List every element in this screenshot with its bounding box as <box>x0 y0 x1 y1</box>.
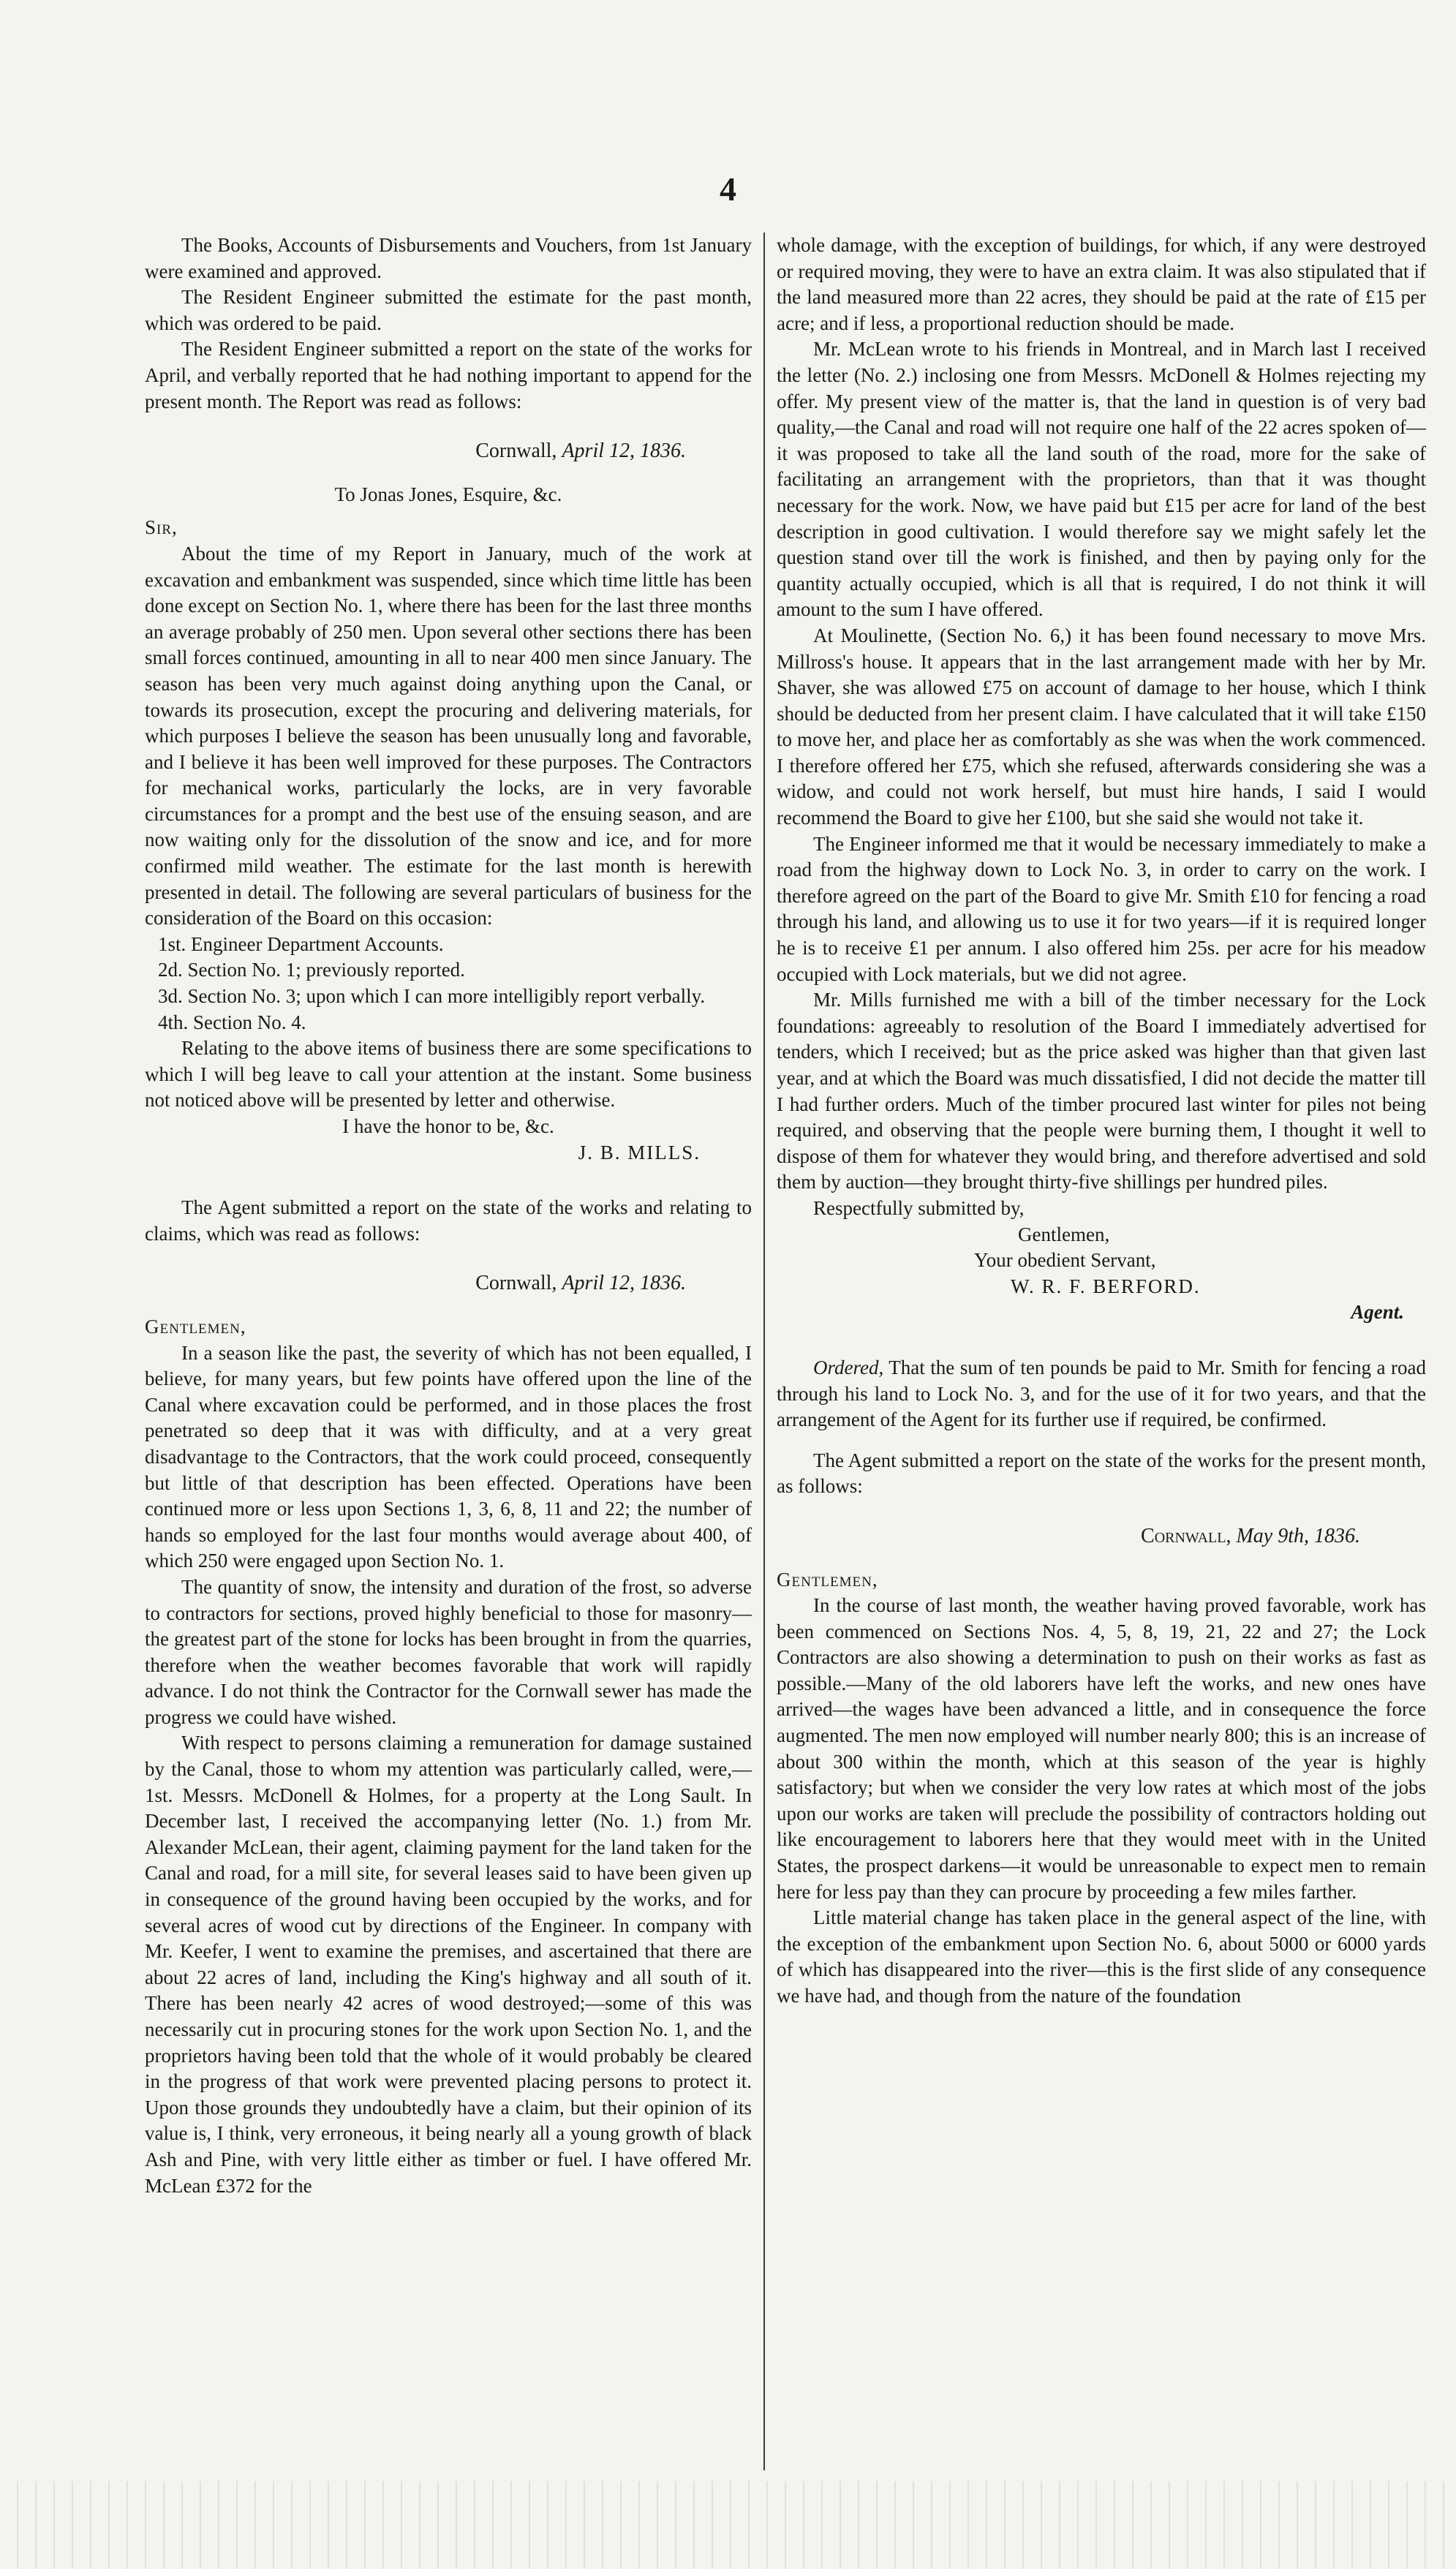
closing: Gentlemen, <box>1018 1223 1110 1245</box>
business-list <box>145 932 752 1035</box>
paragraph: The Engineer informed me that it would be necessary immediately to make a road from the highway down to Lock No. 3, in order to carry on the work. I therefore agreed on the part of the Board to give Mr. Smith £10 for fencing a road through his land, and allowing us to use it for two years—if it is required longer he is to receive £1 per annum. I also offered him 25s. per acre for his meadow occupied with Lock materials, but we did not agree. <box>777 832 1426 985</box>
paragraph: The Resident Engineer submitted a report on the state of the works for April, and verbally reported that he had nothing important to append for the present month. The Report was read as follows: <box>145 338 752 412</box>
paragraph: About the time of my Report in January, much of the work at excavation and embankment was suspended, since which time little has been done except on Section No. 1, where there has been for the last three months an average probably of 250 men. Upon several other sections there has been small forces continued, amounting in all to near 400 men since January. The season has been very much against doing anything upon the Canal, or towards its prosecution, except the procuring and delivering materials, for which purposes I believe the season has been unusually long and favorable, and I believe it has been well improved for these purposes. The Contractors for mechanical works, particularly the locks, are in very favorable circumstances for a prompt and the best use of the ensuing season, and are now waiting only for the dissolution of the snow and ice, and for more confirmed mild weather. The estimate for the last month is herewith presented in detail. The following are several particulars of business for the consideration of the Board on this occasion: <box>145 542 752 929</box>
print-noise <box>0 2481 1456 2569</box>
signature: J. B. MILLS. <box>578 1141 701 1163</box>
page-number: 4 <box>720 170 736 208</box>
dateline-place: Cornwall, <box>475 440 557 463</box>
dateline <box>145 438 752 464</box>
list-item: 3d. Section No. 3; upon which I can more intelligibly report verbally. <box>158 985 706 1008</box>
list-item: 4th. Section No. 4. <box>158 1011 306 1033</box>
salutation: Sir, <box>145 516 178 539</box>
ordered-word: Ordered, <box>813 1356 884 1378</box>
paragraph: Mr. Mills furnished me with a bill of the timber necessary for the Lock foundations: agreeably to resolution of the Board I immediately advertised for tenders, which I received; but as the price asked was higher than that given last year, and at which the Board was much dissatisfied, I did not decide the matter till I had further orders. Much of the timber procured last winter for piles not being required, and observing that the people were burning them, I thought it well to dispose of them for whatever they would bring, and therefore advertised and sold them by auction—they brought thirty-five shillings per hundred piles. <box>777 989 1426 1193</box>
paragraph: The Agent submitted a report on the state of the works and relating to claims, which was read as follows: <box>145 1196 752 1245</box>
closing: Your obedient Servant, <box>974 1249 1156 1272</box>
salutation: Gentlemen, <box>777 1568 878 1591</box>
ordered-text: That the sum of ten pounds be paid to Mr. Smith for fencing a road through his land to Lock No. 3, and for the use of it for two years, and that the arrangement of the Agent for its further use if required, be confirmed. <box>777 1356 1426 1431</box>
dateline <box>145 1270 752 1297</box>
signature: W. R. F. BERFORD. <box>1011 1275 1201 1297</box>
paragraph: In a season like the past, the severity of which has not been equalled, I believe, for many years, but few points have offered upon the line of the Canal where excavation could be performed, and in those places the frost penetrated so deep that it was with difficulty, and at a very great disadvantage to the Contractors, that the work could proceed, consequently but little of that description has been effected. Operations have been continued more or less upon Sections 1, 3, 6, 8, 11 and 22; the number of hands so employed for the last four months would average about 400, of which 250 were engaged upon Section No. 1. <box>145 1341 752 1572</box>
paragraph: The quantity of snow, the intensity and duration of the frost, so adverse to contractors for sections, proved highly beneficial to those for masonry—the greatest part of the stone for locks has been brought in from the quarries, therefore when the weather becomes favorable that work will rapidly advance. I do not think the Contractor for the Cornwall sewer has made the progress we could have wished. <box>145 1575 752 1728</box>
left-column <box>145 233 752 2199</box>
paragraph: The Resident Engineer submitted the estimate for the past month, which was ordered to be paid. <box>145 286 752 334</box>
dateline-place: Cornwall, <box>1141 1524 1231 1547</box>
dateline <box>777 1523 1426 1550</box>
dateline-date: April 12, 1836. <box>562 1272 686 1295</box>
ordered-resolution <box>777 1355 1426 1433</box>
list-item: 1st. Engineer Department Accounts. <box>158 932 444 955</box>
paragraph: With respect to persons claiming a remuneration for damage sustained by the Canal, those to whom my attention was particularly called, were,—1st. Messrs. McDonell & Holmes, for a property at the Long Sault. In December last, I received the accompanying letter (No. 1.) from Mr. Alexander McLean, their agent, claiming payment for the land taken for the Canal and road, for a mill site, for several leases said to have been given up in consequence of the ground having been occupied by the works, and for several acres of wood cut by directions of the Engineer. In company with Mr. Keefer, I went to examine the premises, and ascertained that there are about 22 acres of land, including the King's highway and all south of it. There has been nearly 42 acres of wood destroyed;—some of this was necessarily cut in procuring stones for the work upon Section No. 1, and the proprietors having been told that the whole of it would probably be cleared in the progress of that work were prevented placing persons to protect it. Upon those grounds they undoubtedly have a claim, but their opinion of its value is, I think, very erroneous, it being nearly all a young growth of black Ash and Pine, with very little either as timber or fuel. I have offered Mr. McLean £372 for the <box>145 1732 752 2197</box>
paragraph: Little material change has taken place in the general aspect of the line, with the exception of the embankment upon Section No. 6, about 5000 or 6000 yards of which has disappeared into the river—this is the first slide of any consequence we have had, and though from the nature of the foundation <box>777 1906 1426 2007</box>
dateline-place: Cornwall, <box>475 1272 557 1295</box>
signature-title: Agent. <box>1351 1301 1404 1324</box>
paragraph: The Books, Accounts of Disbursements and Vouchers, from 1st January were examined and approved. <box>145 234 752 282</box>
salutation: Gentlemen, <box>145 1315 246 1338</box>
paragraph: Relating to the above items of business there are some specifications to which I will beg leave to call your attention at the instant. Some business not noticed above will be presented by letter and otherwise. <box>145 1037 752 1112</box>
paragraph: In the course of last month, the weather having proved favorable, work has been commenced on Sections Nos. 4, 5, 8, 19, 21, 22 and 27; the Lock Contractors are also showing a determination to push on their works as fast as possible.—Many of the old laborers have left the works, and new ones have arrived—the wages have been advanced a little, and in consequence the force augmented. The men now employed will number nearly 800; this is an increase of about 300 within the month, which at this season of the year is highly satisfactory; but when we consider the very low rates at which most of the jobs upon our works are taken will preclude the possibility of contractors holding out like encouragement to laborers here that they would meet with in the United States, the prospect darkens—it would be unreasonable to expect men to remain here for less pay than they can procure by proceeding a few miles farther. <box>777 1594 1426 1903</box>
paragraph: Mr. McLean wrote to his friends in Montreal, and in March last I received the letter (No. 2.) inclosing one from Messrs. McDonell & Holmes rejecting my offer. My present view of the matter is, that the land in question is of very bad quality,—the Canal and road will not require one half of the 22 acres spoken of—it was proposed to take all the land south of the road, more for the sake of facilitating an arrangement with the proprietors, than that it was thought necessary for the work. Now, we have paid but £15 per acre for land of the best description in good cultivation. I would therefore say we might safely let the question stand over till the work is finished, and then by paying only for the quantity actually occupied, which is all that is required, I do not think it will amount to the sum I have offered. <box>777 338 1426 621</box>
closing: I have the honor to be, &c. <box>342 1115 554 1137</box>
column-divider <box>763 233 765 2470</box>
list-item: 2d. Section No. 1; previously reported. <box>158 959 465 981</box>
paragraph: The Agent submitted a report on the state of the works for the present month, as follows: <box>777 1449 1426 1498</box>
dateline-date: April 12, 1836. <box>562 440 686 463</box>
right-column <box>777 233 1426 2010</box>
paragraph: whole damage, with the exception of buildings, for which, if any were destroyed or required moving, they were to have an extra claim. It was also stipulated that if the land measured more than 22 acres, they should be paid at the rate of £15 per acre; and if less, a proportional reduction should be made. <box>777 234 1426 334</box>
closing: Respectfully submitted by, <box>813 1196 1025 1219</box>
dateline-date: May 9th, 1836. <box>1236 1524 1360 1547</box>
addressee: To Jonas Jones, Esquire, &c. <box>334 483 562 505</box>
paragraph: At Moulinette, (Section No. 6,) it has been found necessary to move Mrs. Millross's house. It appears that in the last arrangement made with her by Mr. Shaver, she was allowed £75 on account of damage to her house, which I think should be deducted from her present claim. I have calculated that it will take £150 to move her, and place her as comfortably as she was when the work commenced. I therefore offered her £75, which she refused, afterwards considering she was a widow, and could not work herself, but must hire hands, I said I would recommend the Board to give her £100, but she said she would not take it. <box>777 624 1426 829</box>
